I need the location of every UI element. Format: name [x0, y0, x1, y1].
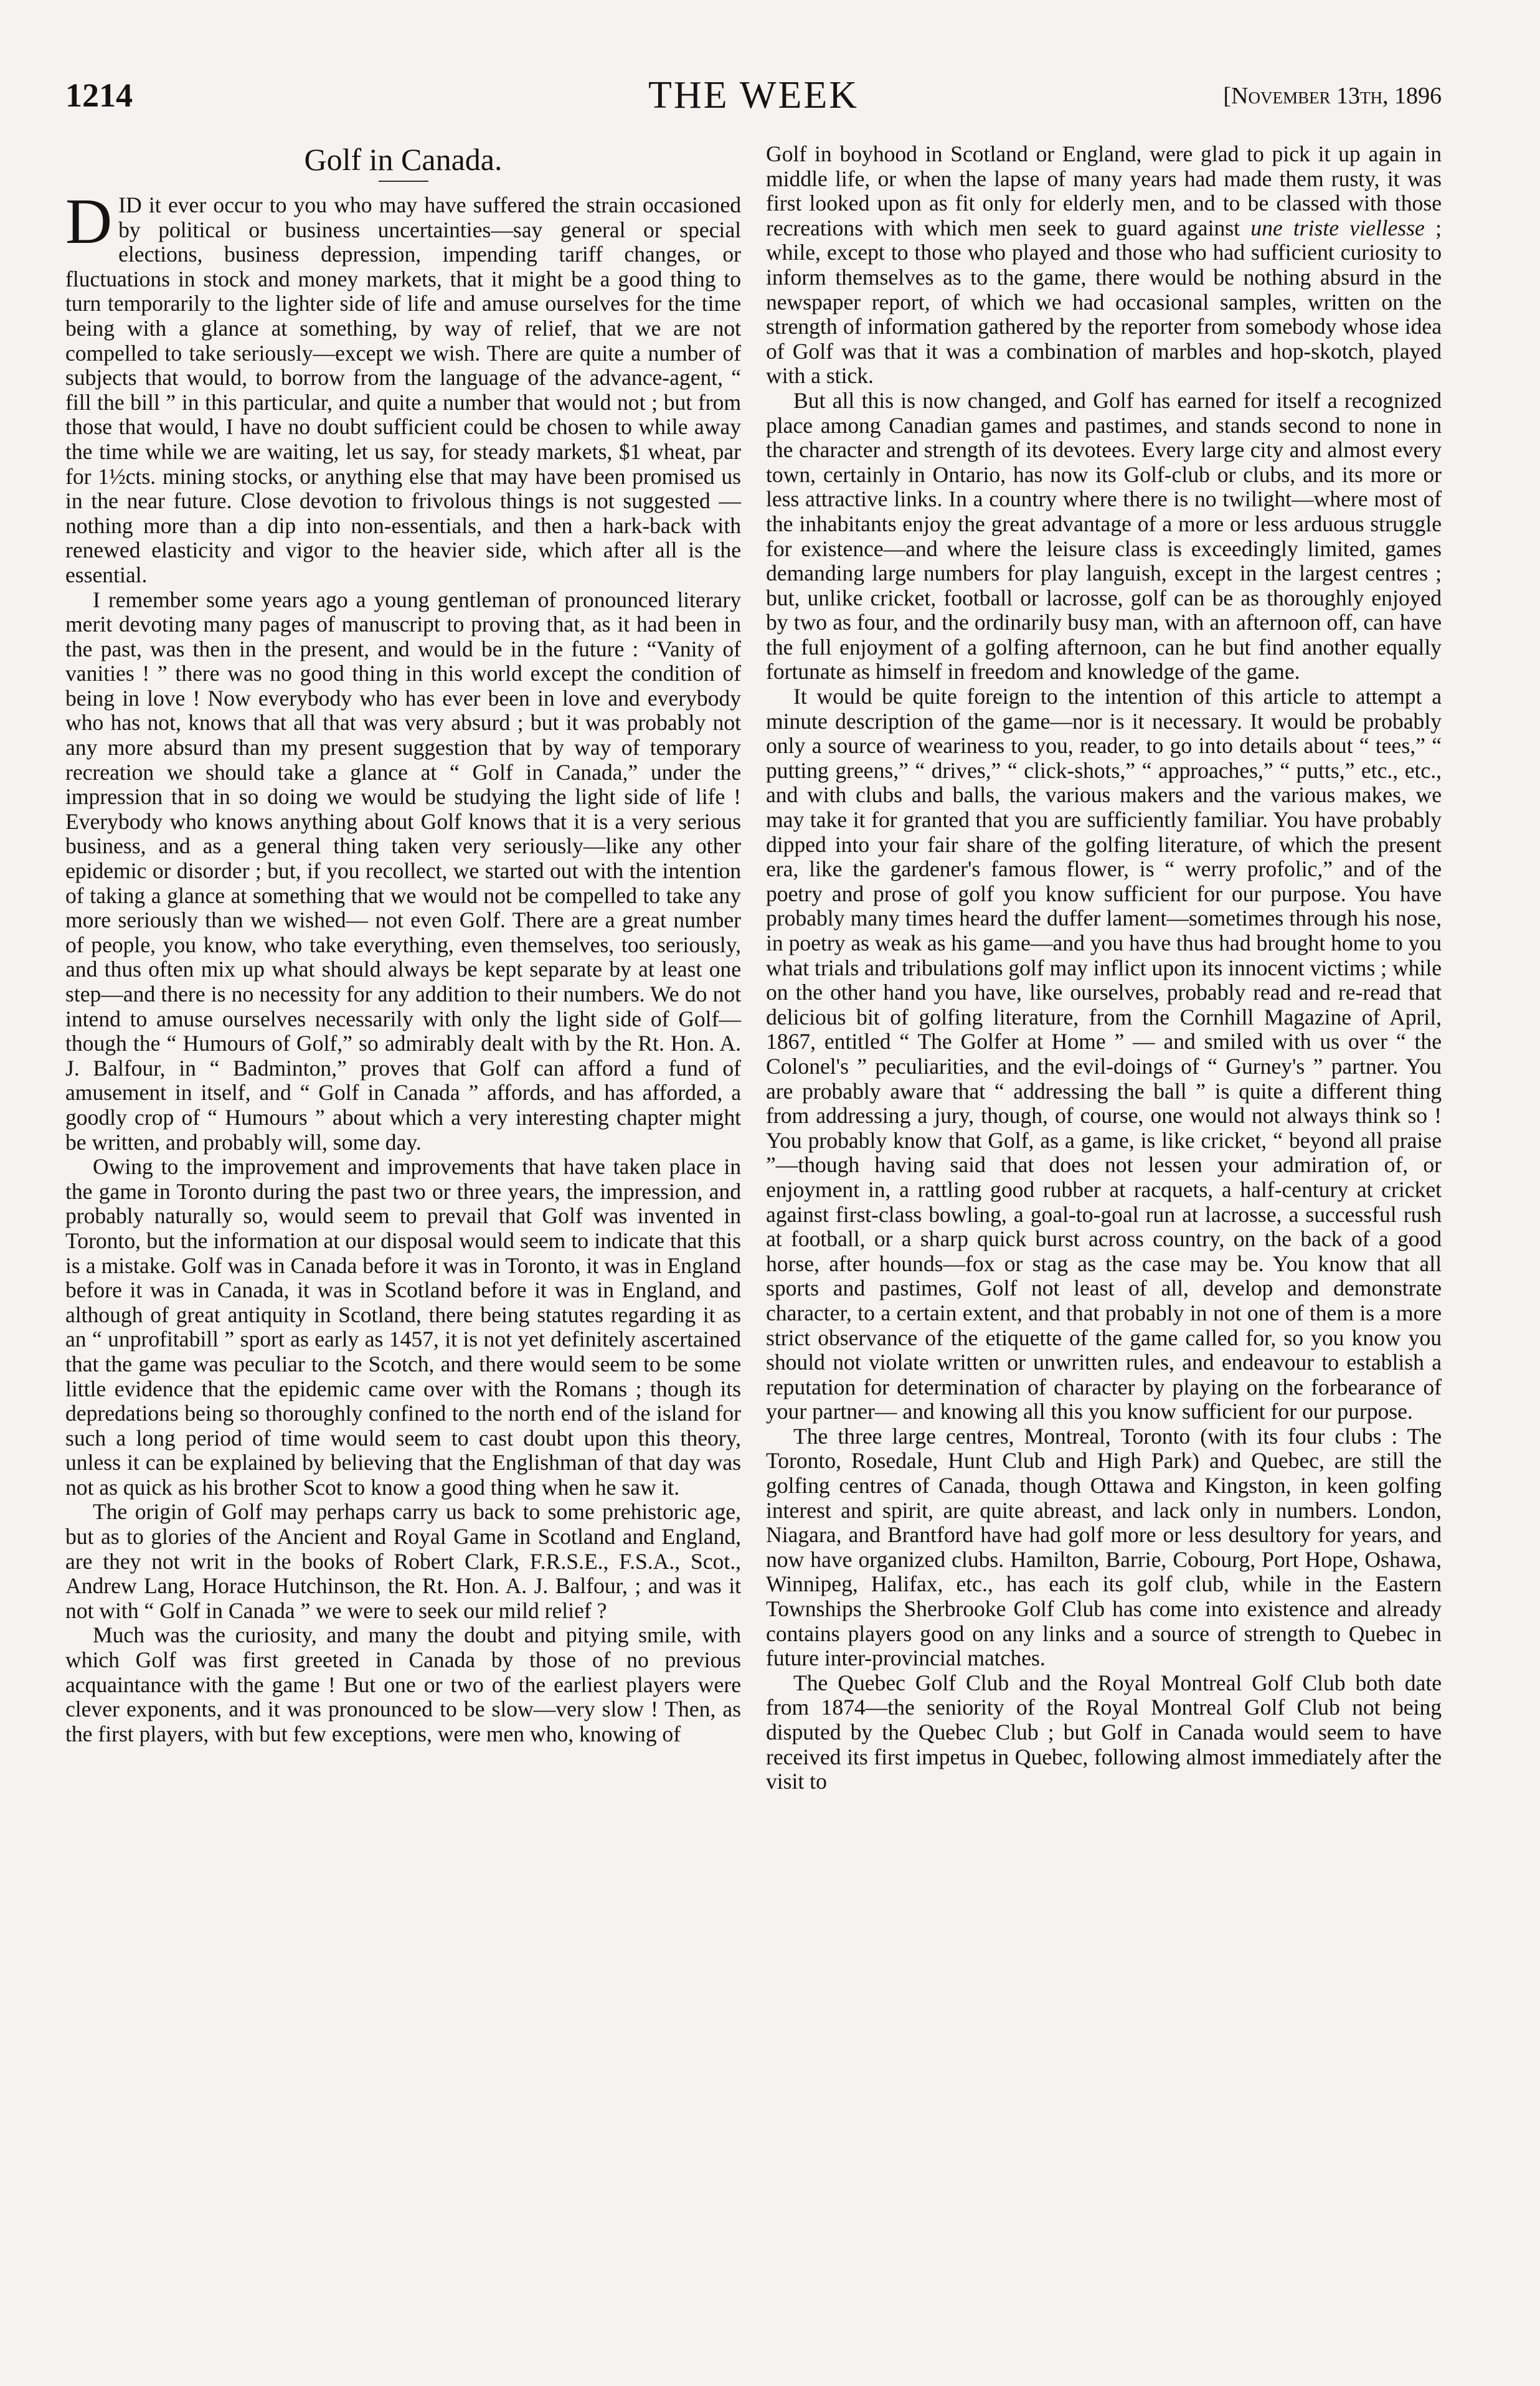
left-column: [65, 142, 741, 1746]
paragraph-9: The three large centres, Montreal, Toronto (with its four clubs : The Toronto, Rosedale, Hunt Club and High Park) and Quebec, are still the golfing centres of Canada, though Ottawa and Kingston, in keen golfing interest and spirit, are quite abreast, and lack only in numbers. London, Niagara, and Brantford have had golf more or less desultory for years, and now have organized clubs. Hamilton, Barrie, Cobourg, Port Hope, Oshawa, Winnipeg, Halifax, etc., has each its golf club, while in the Eastern Townships the Sherbrooke Golf Club has come into existence and already contains players good on any links and a source of strength to Quebec in future inter-provincial matches.: [766, 1423, 1442, 1671]
issue-date: [November 13th, 1896: [1223, 83, 1442, 109]
article-title: Golf in Canada.: [304, 142, 503, 177]
paragraph-6-text-a: Golf in boyhood in Scotland or England, were glad to pick it up again in middle life, or when the lapse of many years had made them rusty, it was first looked upon as fit only for elderly men, and to be classed with those recreations with which men seek to guard against: [766, 141, 1442, 240]
page-header: [65, 76, 1442, 132]
paragraph-6-text-b: ; while, except to those who played and those who had sufficient curiosity to inform themselves as to the game, there would be nothing absurd in the newspaper report, of which we had occasional samples, written on the strength of information gathered by the reporter from somebody whose idea of Golf was that it was a combination of marbles and hop-skotch, played with a stick.: [766, 215, 1442, 389]
drop-cap: D: [65, 186, 113, 257]
paragraph-4: The origin of Golf may perhaps carry us back to some prehistoric age, but as to glories of the Ancient and Royal Game in Scotland and England, are they not writ in the books of Robert Clark, F.R.S.E., F.S.A., Scot., Andrew Lang, Horace Hutchinson, the Rt. Hon. A. J. Balfour, ; and was it not with “ Golf in Canada ” we were to seek our mild relief ?: [65, 1499, 741, 1623]
italic-phrase: une triste viellesse: [1250, 215, 1425, 240]
paragraph-5: Much was the curiosity, and many the doubt and pitying smile, with which Golf was first greeted in Canada by those of no previous acquaintance with the game ! But one or two of the earliest players were clever exponents, and it was pronounced to be slow—very slow ! Then, as the first players, with but few exceptions, were men who, knowing of: [65, 1622, 741, 1746]
paragraph-8: It would be quite foreign to the intention of this article to attempt a minute description of the game—nor is it necessary. It would be probably only a source of weariness to you, reader, to go into details about “ tees,” “ putting greens,” “ drives,” “ click-shots,” “ approaches,” “ putts,” etc., etc., and with clubs and balls, the various makers and the various makes, we may take it for granted that you are sufficiently familiar. You have probably dipped into your fair share of the golfing literature, of which the present era, like the gardener's famous flower, is “ werry profolic,” and of the poetry and prose of golf you know sufficient for our purpose. You have probably many times heard the duffer lament—sometimes through his nose, in poetry as weak as his game—and you have thus had brought home to you what trials and tribulations golf may inflict upon its innocent victims ; while on the other hand you have, like ourselves, probably read and re-read that delicious bit of golfing literature, from the Cornhill Magazine of April, 1867, entitled “ The Golfer at Home ” — and smiled with us over “ the Colonel's ” peculiarities, and the evil-doings of “ Gurney's ” partner. You are probably aware that “ addressing the ball ” is quite a different thing from addressing a jury, though, of course, one would not always think so ! You probably know that Golf, as a game, is like cricket, “ beyond all praise ”—though having said that does not lessen your admiration of, or enjoyment in, a rattling good rubber at racquets, a half-century at cricket against first-class bowling, a goal-to-goal run at lacrosse, a successful rush at football, or a sharp quick burst across country, on the back of a good horse, after hounds—fox or stag as the case may be. You know that all sports and pastimes, Golf not least of all, develop and demonstrate character, to a certain extent, and that probably in not one of them is a more strict observance of the etiquette of the game called for, so you know you should not violate written or unwritten rules, and endeavour to establish a reputation for determination of character by playing on the forbearance of your partner— and knowing all this you know sufficient for our purpose.: [766, 684, 1442, 1424]
right-column: [766, 142, 1442, 1794]
title-rule: [379, 181, 428, 182]
paragraph-2: I remember some years ago a young gentleman of pronounced literary merit devoting many pages of manuscript to proving that, as it had been in the past, was then in the present, and would be in the future : “Vanity of vanities ! ” there was no good thing in this world except the condition of being in love ! Now everybody who has ever been in love and everybody who has not, knows that all that was very absurd ; but it was probably not any more absurd than my present suggestion that by way of temporary recreation we should take a glance at “ Golf in Canada,” under the impression that in so doing we would be studying the light side of life ! Everybody who knows anything about Golf knows that it is a very serious business, and as a general thing taken very seriously—like any other epidemic or disorder ; but, if you recollect, we started out with the intention of taking a glance at something that we would not be compelled to take any more seriously than we wished— not even Golf. There are a great number of people, you know, who take everything, even themselves, too seriously, and thus often mix up what should always be kept separate by at least one step—and there is no necessity for any addition to their numbers. We do not intend to amuse ourselves necessarily with only the light side of Golf—though the “ Humours of Golf,” so admirably dealt with by the Rt. Hon. A. J. Balfour, in “ Badminton,” proves that Golf can afford a fund of amusement in itself, and “ Golf in Canada ” affords, and has afforded, a goodly crop of “ Humours ” about which a very interesting chapter might be written, and probably will, some day.: [65, 587, 741, 1155]
paragraph-1: [65, 186, 741, 588]
paragraph-6: [766, 142, 1442, 389]
paragraph-7: But all this is now changed, and Golf has earned for itself a recognized place among Canadian games and pastimes, and stands second to none in the character and strength of its devotees. Every large city and almost every town, certainly in Ontario, has now its Golf-club or clubs, and its more or less attractive links. In a country where there is no twilight—where most of the inhabitants enjoy the great advantage of a more or less arduous struggle for existence—and where the leisure class is exceedingly limited, games demanding large numbers for play languish, except in the largest centres ; but, unlike cricket, football or lacrosse, golf can be as thoroughly enjoyed by two as four, and the ordinarily busy man, with an afternoon off, can have the full enjoyment of a golfing afternoon, can he but find another equally fortunate as himself in freedom and knowledge of the game.: [766, 387, 1442, 684]
page-number: 1214: [65, 77, 133, 114]
journal-title: THE WEEK: [648, 74, 859, 116]
paragraph-3: Owing to the improvement and improvements that have taken place in the game in Toronto during the past two or three years, the impression, and probably naturally so, would seem to prevail that Golf was invented in Toronto, but the information at our disposal would seem to indicate that this is a mistake. Golf was in Canada before it was in Toronto, it was in England before it was in Canada, it was in Scotland before it was in England, and although of great antiquity in Scotland, there being statutes regarding it as an “ unprofitabill ” sport as early as 1457, it is not yet definitely ascertained that the game was peculiar to the Scotch, and there would seem to be some little evidence that the epidemic came over with the Romans ; though its depredations being so thoroughly confined to the north end of the island for such a long period of time would seem to cast doubt upon this theory, unless it can be explained by believing that the Englishman of that day was not as quick as his brother Scot to know a good thing when he saw it.: [65, 1154, 741, 1500]
paragraph-10: The Quebec Golf Club and the Royal Montreal Golf Club both date from 1874—the seniority of the Royal Montreal Golf Club not being disputed by the Quebec Club ; but Golf in Canada would seem to have received its first impetus in Quebec, following almost immediately after the visit to: [766, 1670, 1442, 1794]
paragraph-1-text: ID it ever occur to you who may have suffered the strain occasioned by political or business uncertainties—say general or special elections, business depression, impending tariff changes, or fluctuations in stock and money markets, that it might be a good thing to turn temporarily to the lighter side of life and amuse ourselves for the time being with a glance at something, by way of relief, that we are not compelled to take seriously—except we wish. There are quite a number of subjects that would, to borrow from the language of the advance-agent, “ fill the bill ” in this particular, and quite a number that would not ; but from those that would, I have no doubt sufficient could be chosen to while away the time while we are waiting, let us say, for steady markets, $1 wheat, par for 1½cts. mining stocks, or anything else that may have been promised us in the near future. Close devotion to frivolous things is not suggested —nothing more than a dip into non-essentials, and then a hark-back with renewed elasticity and vigor to the heavier side, which after all is the essential.: [65, 192, 741, 587]
